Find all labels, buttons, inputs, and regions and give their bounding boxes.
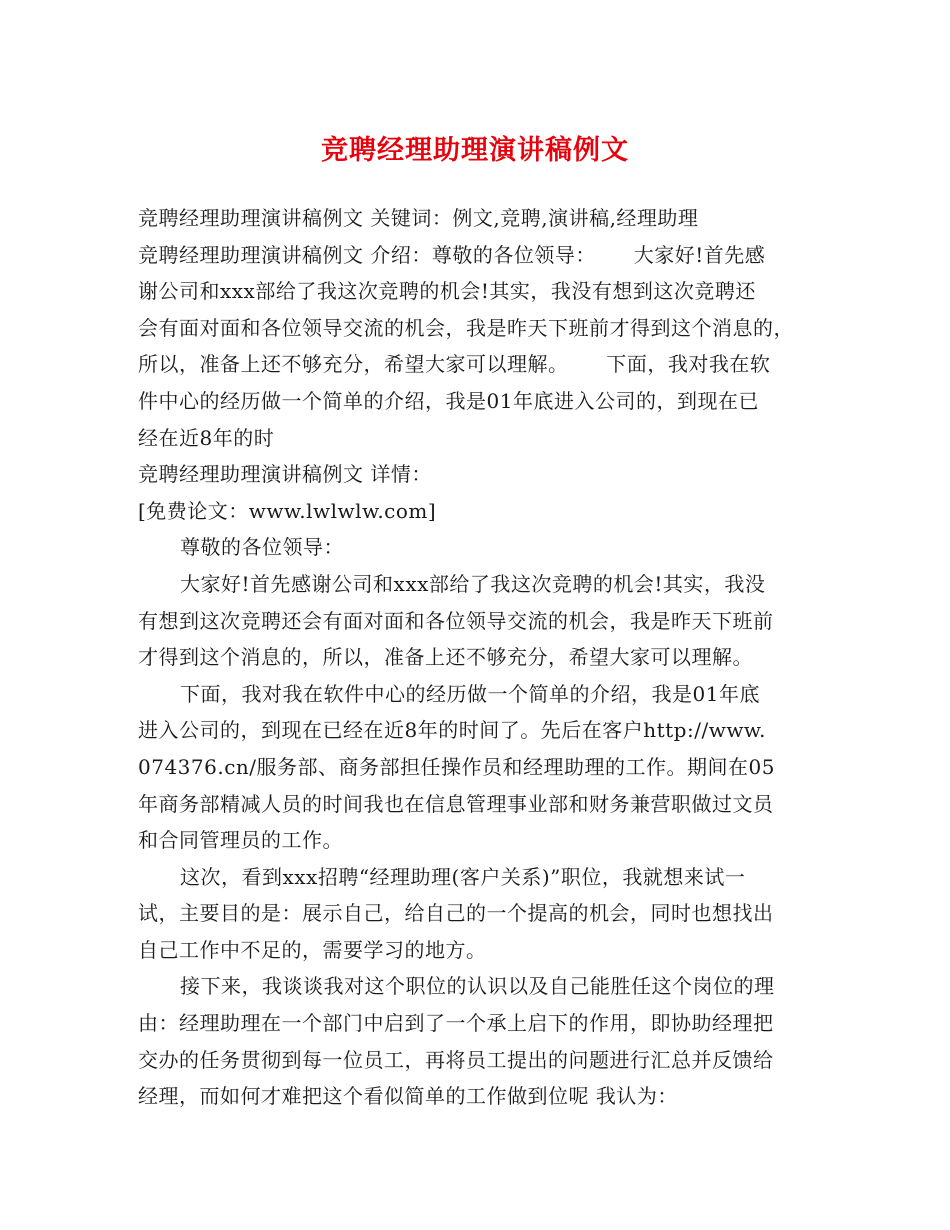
paragraph-line: 大家好!首先感谢公司和xxx部给了我这次竞聘的机会!其实，我没 (180, 571, 766, 596)
paragraph-line: 074376.cn/服务部、商务部担任操作员和经理助理的工作。期间在05 (138, 754, 775, 779)
paragraph-line: 自己工作中不足的，需要学习的地方。 (138, 937, 487, 962)
paragraph-line: 下面，我对我在软件中心的经历做一个简单的介绍，我是01年底 (180, 681, 760, 706)
paragraph-line: 年商务部精减人员的时间我也在信息管理事业部和财务兼营职做过文员 (138, 791, 774, 816)
paragraph-line: 由：经理助理在一个部门中启到了一个承上启下的作用，即协助经理把 (138, 1011, 774, 1036)
intro-line: 竞聘经理助理演讲稿例文 介绍：尊敬的各位领导： 大家好!首先感 (138, 242, 766, 267)
document-title: 竞聘经理助理演讲稿例文 (321, 135, 629, 166)
greeting: 尊敬的各位领导： (180, 535, 344, 560)
paragraph (138, 566, 818, 676)
paragraph-line: 经理，而如何才难把这个看似简单的工作做到位呢 我认为： (138, 1084, 678, 1109)
paragraph-line: 和合同管理员的工作。 (138, 828, 343, 853)
paragraph-line: 才得到这个消息的，所以，准备上还不够充分，希望大家可以理解。 (138, 645, 753, 670)
paragraph (138, 859, 818, 969)
paragraph-line: 接下来，我谈谈我对这个职位的认识以及自己能胜任这个岗位的理 (180, 974, 775, 999)
intro-line: 所以，准备上还不够充分，希望大家可以理解。 下面，我对我在软 (138, 352, 771, 377)
paragraph-line: 这次，看到xxx招聘“经理助理(客户关系)”职位，我就想来试一 (180, 864, 746, 889)
details-line: 竞聘经理助理演讲稿例文 详情： (138, 462, 432, 487)
paragraph-line: 试，主要目的是：展示自己，给自己的一个提高的机会，同时也想找出 (138, 901, 774, 926)
paragraph (138, 968, 818, 1114)
intro-line: 经在近8年的时 (138, 425, 275, 450)
document-body (138, 200, 818, 1115)
paragraph-line: 进入公司的，到现在已经在近8年的时间了。先后在客户http://www. (138, 718, 767, 743)
intro-summary (138, 237, 818, 457)
intro-line: 会有面对面和各位领导交流的机会，我是昨天下班前才得到这个消息的， (138, 315, 794, 340)
paragraph-line: 有想到这次竞聘还会有面对面和各位领导交流的机会，我是昨天下班前 (138, 608, 774, 633)
paragraph-line: 交办的任务贯彻到每一位员工，再将员工提出的问题进行汇总并反馈给 (138, 1047, 774, 1072)
source-line: [免费论文：www.lwlwlw.com] (138, 498, 437, 523)
intro-line: 谢公司和xxx部给了我这次竞聘的机会!其实，我没有想到这次竞聘还 (138, 279, 756, 304)
paragraph (138, 676, 818, 859)
keywords-line: 竞聘经理助理演讲稿例文 关键词：例文,竞聘,演讲稿,经理助理 (138, 206, 699, 230)
intro-line: 件中心的经历做一个简单的介绍，我是01年底进入公司的，到现在已 (138, 388, 759, 413)
